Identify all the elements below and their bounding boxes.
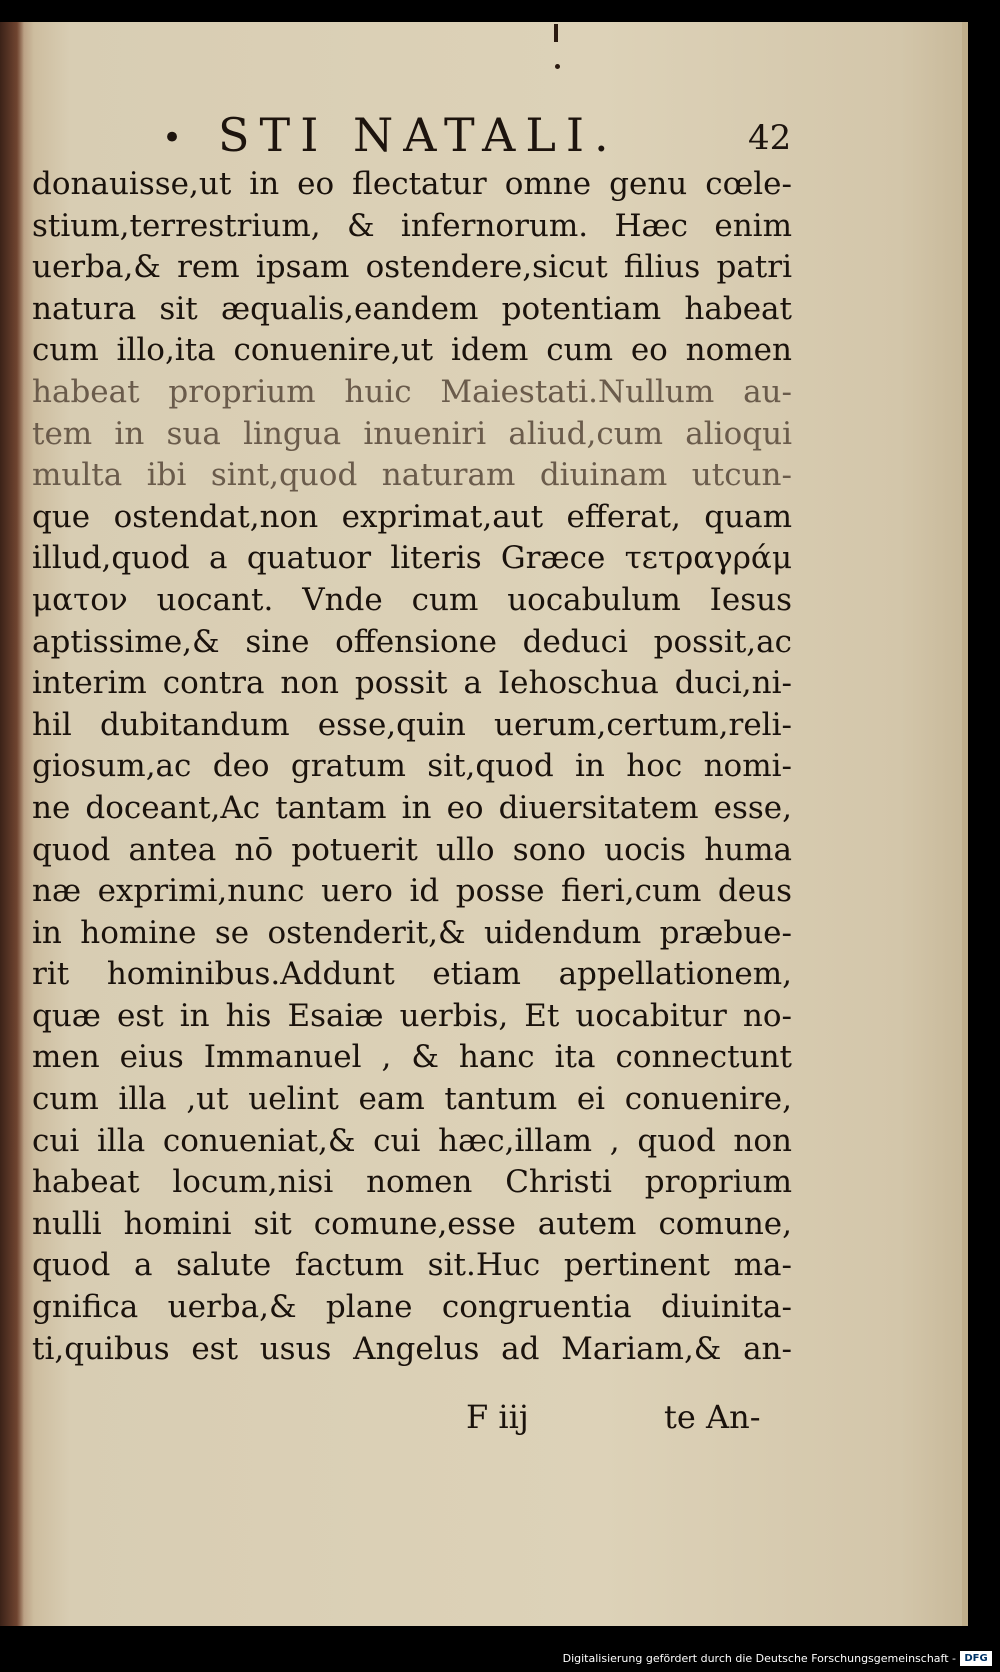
text-line: natura sit æqualis,eandem potentiam habeat [32, 290, 792, 327]
credit-bar [0, 1648, 1000, 1672]
text-line: aptissime,& sine offensione deduci possit,ac [32, 623, 792, 660]
header-bullet: • [162, 118, 183, 158]
text-line: illud,quod a quatuor literis Græce τετραγράμ [32, 540, 792, 577]
catchword: te An- [664, 1398, 761, 1436]
text-line: quod a salute factum sit.Huc pertinent ma- [32, 1247, 792, 1284]
text-line: ματον uocant. Vnde cum uocabulum Iesus [32, 581, 792, 618]
text-line: donauisse,ut in eo flectatur omne genu cœle- [32, 166, 792, 202]
text-line: stium,terrestrium, & infernorum. Hæc enim [32, 207, 792, 244]
text-line: cui illa conueniat,& cui hæc,illam , quod non [32, 1122, 792, 1159]
text-line: quæ est in his Esaiæ uerbis, Et uocabitur no- [32, 997, 792, 1034]
credit-text: Digitalisierung gefördert durch die Deutsche Forschungsgemeinschaft - [562, 1652, 956, 1665]
text-line: nulli homini sit comune,esse autem comune, [32, 1205, 792, 1242]
book-spine-shadow [0, 22, 24, 1626]
text-line: que ostendat,non exprimat,aut efferat, quam [32, 498, 792, 535]
text-line: cum illa ,ut uelint eam tantum ei conuenire, [32, 1081, 792, 1118]
ink-dot [555, 64, 560, 69]
text-line: habeat proprium huic Maiestati.Nullum au- [32, 373, 792, 410]
running-title: STI NATALI. [218, 108, 619, 162]
text-line: hil dubitandum esse,quin uerum,certum,reli- [32, 706, 792, 743]
text-line: uerba,& rem ipsam ostendere,sicut filius patri [32, 249, 792, 286]
dfg-logo: DFG [960, 1651, 992, 1666]
text-line: cum illo,ita conuenire,ut idem cum eo nomen [32, 332, 792, 369]
text-line: men eius Immanuel , & hanc ita connectunt [32, 1039, 792, 1076]
text-line: tem in sua lingua inueniri aliud,cum alioqui [32, 415, 792, 452]
text-line: ti,quibus est usus Angelus ad Mariam,& an- [32, 1330, 792, 1367]
text-line: giosum,ac deo gratum sit,quod in hoc nomi- [32, 748, 792, 785]
page-edge [962, 22, 968, 1626]
page-header [0, 108, 968, 168]
text-line: habeat locum,nisi nomen Christi proprium [32, 1164, 792, 1201]
body-text [32, 164, 792, 1370]
text-line: gnifica uerba,& plane congruentia diuinita- [32, 1289, 792, 1326]
text-line: multa ibi sint,quod naturam diuinam utcun- [32, 457, 792, 494]
text-line: ne doceant,Ac tantam in eo diuersitatem esse, [32, 789, 792, 826]
text-line: næ exprimi,nunc uero id posse fieri,cum deus [32, 873, 792, 910]
ink-mark-top [554, 24, 558, 42]
text-line: interim contra non possit a Iehoschua duci,ni- [32, 665, 792, 702]
page-footer [0, 1398, 968, 1448]
text-line: in homine se ostenderit,& uidendum præbue- [32, 914, 792, 951]
page-number: 42 [748, 118, 792, 158]
text-line: quod antea nō potuerit ullo sono uocis huma [32, 831, 792, 868]
signature-mark: F iij [466, 1398, 529, 1436]
text-line: rit hominibus.Addunt etiam appellationem, [32, 956, 792, 993]
